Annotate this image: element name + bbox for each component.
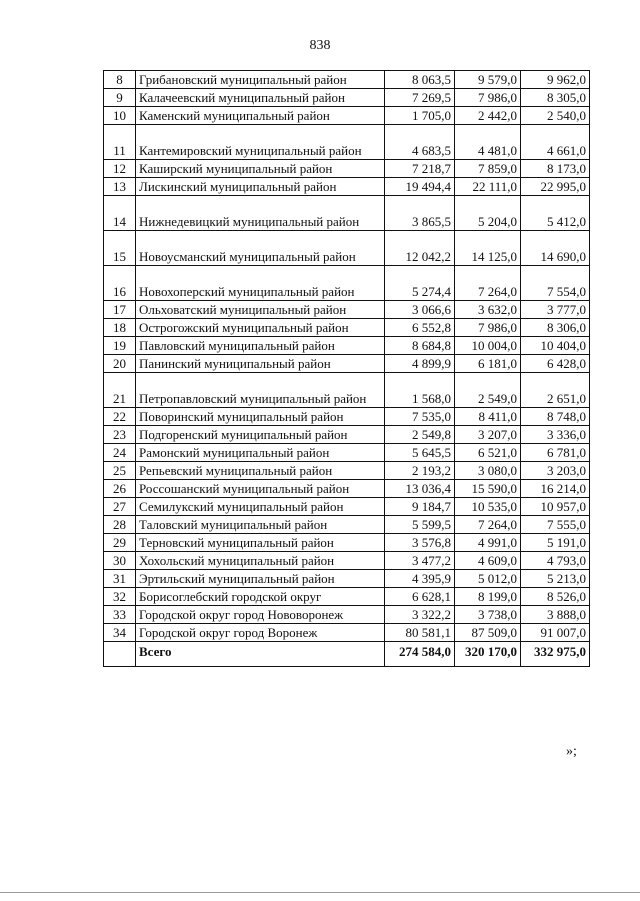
table-row bbox=[104, 444, 590, 462]
row-number: 18 bbox=[104, 319, 136, 337]
row-number: 29 bbox=[104, 534, 136, 552]
table-total-row bbox=[104, 642, 590, 667]
district-name: Хохольский муниципальный район bbox=[136, 552, 385, 570]
value-col-2: 22 111,0 bbox=[455, 178, 521, 196]
value-col-1: 1 705,0 bbox=[385, 107, 455, 125]
value-col-1: 5 599,5 bbox=[385, 516, 455, 534]
row-number: 25 bbox=[104, 462, 136, 480]
value-col-3: 91 007,0 bbox=[521, 624, 590, 642]
row-number: 17 bbox=[104, 301, 136, 319]
value-col-3: 3 203,0 bbox=[521, 462, 590, 480]
value-col-1: 19 494,4 bbox=[385, 178, 455, 196]
value-col-2: 15 590,0 bbox=[455, 480, 521, 498]
value-col-3: 2 651,0 bbox=[521, 373, 590, 408]
page-number: 838 bbox=[309, 38, 331, 53]
district-name: Лискинский муниципальный район bbox=[136, 178, 385, 196]
district-name: Городской округ город Нововоронеж bbox=[136, 606, 385, 624]
row-number: 20 bbox=[104, 355, 136, 373]
value-col-1: 4 899,9 bbox=[385, 355, 455, 373]
value-col-1: 6 628,1 bbox=[385, 588, 455, 606]
row-number: 11 bbox=[104, 125, 136, 160]
value-col-1: 3 322,2 bbox=[385, 606, 455, 624]
table-row bbox=[104, 160, 590, 178]
value-col-3: 14 690,0 bbox=[521, 231, 590, 266]
row-number: 31 bbox=[104, 570, 136, 588]
row-number: 9 bbox=[104, 89, 136, 107]
district-name: Рамонский муниципальный район bbox=[136, 444, 385, 462]
value-col-1: 1 568,0 bbox=[385, 373, 455, 408]
district-name: Репьевский муниципальный район bbox=[136, 462, 385, 480]
value-col-3: 5 412,0 bbox=[521, 196, 590, 231]
budget-table bbox=[103, 70, 590, 667]
value-col-3: 8 306,0 bbox=[521, 319, 590, 337]
value-col-3: 4 793,0 bbox=[521, 552, 590, 570]
value-col-1: 5 274,4 bbox=[385, 266, 455, 301]
table-row bbox=[104, 231, 590, 266]
row-number: 28 bbox=[104, 516, 136, 534]
value-col-3: 2 540,0 bbox=[521, 107, 590, 125]
table-row bbox=[104, 534, 590, 552]
row-number: 10 bbox=[104, 107, 136, 125]
value-col-2: 3 080,0 bbox=[455, 462, 521, 480]
district-name: Ольховатский муниципальный район bbox=[136, 301, 385, 319]
district-name: Семилукский муниципальный район bbox=[136, 498, 385, 516]
row-number: 19 bbox=[104, 337, 136, 355]
row-number: 23 bbox=[104, 426, 136, 444]
table-row bbox=[104, 606, 590, 624]
value-col-1: 4 395,9 bbox=[385, 570, 455, 588]
value-col-2: 4 481,0 bbox=[455, 125, 521, 160]
table-row bbox=[104, 355, 590, 373]
row-number: 14 bbox=[104, 196, 136, 231]
value-col-1: 5 645,5 bbox=[385, 444, 455, 462]
district-name: Острогожский муниципальный район bbox=[136, 319, 385, 337]
district-name: Новоусманский муниципальный район bbox=[136, 231, 385, 266]
value-col-2: 2 549,0 bbox=[455, 373, 521, 408]
row-number: 21 bbox=[104, 373, 136, 408]
value-col-2: 4 609,0 bbox=[455, 552, 521, 570]
value-col-2: 4 991,0 bbox=[455, 534, 521, 552]
row-number: 24 bbox=[104, 444, 136, 462]
value-col-2: 87 509,0 bbox=[455, 624, 521, 642]
value-col-3: 8 526,0 bbox=[521, 588, 590, 606]
value-col-2: 6 181,0 bbox=[455, 355, 521, 373]
district-name: Каширский муниципальный район bbox=[136, 160, 385, 178]
row-number: 22 bbox=[104, 408, 136, 426]
value-col-3: 6 428,0 bbox=[521, 355, 590, 373]
value-col-2: 9 579,0 bbox=[455, 71, 521, 89]
district-name: Терновский муниципальный район bbox=[136, 534, 385, 552]
value-col-1: 80 581,1 bbox=[385, 624, 455, 642]
value-col-3: 3 777,0 bbox=[521, 301, 590, 319]
value-col-3: 22 995,0 bbox=[521, 178, 590, 196]
value-col-3: 5 191,0 bbox=[521, 534, 590, 552]
table-row bbox=[104, 125, 590, 160]
district-name: Россошанский муниципальный район bbox=[136, 480, 385, 498]
row-number: 30 bbox=[104, 552, 136, 570]
value-col-2: 3 738,0 bbox=[455, 606, 521, 624]
value-col-2: 320 170,0 bbox=[455, 642, 521, 667]
table-row bbox=[104, 552, 590, 570]
district-name: Таловский муниципальный район bbox=[136, 516, 385, 534]
bottom-rule bbox=[0, 892, 640, 893]
value-col-1: 9 184,7 bbox=[385, 498, 455, 516]
table-row bbox=[104, 426, 590, 444]
value-col-2: 6 521,0 bbox=[455, 444, 521, 462]
row-number: 27 bbox=[104, 498, 136, 516]
district-name: Панинский муниципальный район bbox=[136, 355, 385, 373]
value-col-3: 5 213,0 bbox=[521, 570, 590, 588]
value-col-2: 7 264,0 bbox=[455, 266, 521, 301]
value-col-1: 13 036,4 bbox=[385, 480, 455, 498]
value-col-2: 10 004,0 bbox=[455, 337, 521, 355]
table-row bbox=[104, 624, 590, 642]
value-col-3: 8 748,0 bbox=[521, 408, 590, 426]
value-col-2: 10 535,0 bbox=[455, 498, 521, 516]
row-number: 12 bbox=[104, 160, 136, 178]
table-row bbox=[104, 498, 590, 516]
value-col-1: 274 584,0 bbox=[385, 642, 455, 667]
value-col-2: 7 264,0 bbox=[455, 516, 521, 534]
value-col-2: 3 207,0 bbox=[455, 426, 521, 444]
district-name: Каменский муниципальный район bbox=[136, 107, 385, 125]
table-row bbox=[104, 89, 590, 107]
value-col-2: 8 199,0 bbox=[455, 588, 521, 606]
table-row bbox=[104, 196, 590, 231]
row-number: 34 bbox=[104, 624, 136, 642]
value-col-2: 7 859,0 bbox=[455, 160, 521, 178]
district-name: Подгоренский муниципальный район bbox=[136, 426, 385, 444]
row-number: 16 bbox=[104, 266, 136, 301]
table-body bbox=[104, 71, 590, 667]
value-col-3: 10 957,0 bbox=[521, 498, 590, 516]
value-col-1: 3 066,6 bbox=[385, 301, 455, 319]
value-col-1: 3 865,5 bbox=[385, 196, 455, 231]
value-col-3: 7 555,0 bbox=[521, 516, 590, 534]
district-name: Грибановский муниципальный район bbox=[136, 71, 385, 89]
row-number: 15 bbox=[104, 231, 136, 266]
row-number: 26 bbox=[104, 480, 136, 498]
value-col-2: 5 012,0 bbox=[455, 570, 521, 588]
value-col-1: 7 218,7 bbox=[385, 160, 455, 178]
table-row bbox=[104, 266, 590, 301]
value-col-3: 332 975,0 bbox=[521, 642, 590, 667]
table-row bbox=[104, 319, 590, 337]
value-col-1: 8 063,5 bbox=[385, 71, 455, 89]
district-name: Павловский муниципальный район bbox=[136, 337, 385, 355]
table-row bbox=[104, 178, 590, 196]
row-number: 33 bbox=[104, 606, 136, 624]
district-name: Борисоглебский городской округ bbox=[136, 588, 385, 606]
value-col-3: 8 305,0 bbox=[521, 89, 590, 107]
value-col-1: 12 042,2 bbox=[385, 231, 455, 266]
table-row bbox=[104, 373, 590, 408]
value-col-3: 4 661,0 bbox=[521, 125, 590, 160]
district-name: Всего bbox=[136, 642, 385, 667]
row-number: 13 bbox=[104, 178, 136, 196]
value-col-1: 3 477,2 bbox=[385, 552, 455, 570]
table-row bbox=[104, 71, 590, 89]
value-col-3: 10 404,0 bbox=[521, 337, 590, 355]
table-row bbox=[104, 408, 590, 426]
table-row bbox=[104, 107, 590, 125]
table-row bbox=[104, 588, 590, 606]
value-col-3: 6 781,0 bbox=[521, 444, 590, 462]
value-col-1: 8 684,8 bbox=[385, 337, 455, 355]
row-number: 8 bbox=[104, 71, 136, 89]
value-col-1: 2 549,8 bbox=[385, 426, 455, 444]
district-name: Новохоперский муниципальный район bbox=[136, 266, 385, 301]
value-col-3: 9 962,0 bbox=[521, 71, 590, 89]
value-col-3: 16 214,0 bbox=[521, 480, 590, 498]
value-col-1: 2 193,2 bbox=[385, 462, 455, 480]
district-name: Петропавловский муниципальный район bbox=[136, 373, 385, 408]
district-name: Кантемировский муниципальный район bbox=[136, 125, 385, 160]
value-col-1: 6 552,8 bbox=[385, 319, 455, 337]
value-col-3: 7 554,0 bbox=[521, 266, 590, 301]
district-name: Городской округ город Воронеж bbox=[136, 624, 385, 642]
value-col-3: 8 173,0 bbox=[521, 160, 590, 178]
row-number: 32 bbox=[104, 588, 136, 606]
district-name: Поворинский муниципальный район bbox=[136, 408, 385, 426]
district-name: Калачеевский муниципальный район bbox=[136, 89, 385, 107]
value-col-1: 3 576,8 bbox=[385, 534, 455, 552]
value-col-3: 3 336,0 bbox=[521, 426, 590, 444]
value-col-2: 2 442,0 bbox=[455, 107, 521, 125]
value-col-2: 14 125,0 bbox=[455, 231, 521, 266]
value-col-1: 4 683,5 bbox=[385, 125, 455, 160]
value-col-2: 7 986,0 bbox=[455, 319, 521, 337]
table-row bbox=[104, 462, 590, 480]
closing-mark: »; bbox=[566, 744, 577, 759]
table-row bbox=[104, 301, 590, 319]
value-col-3: 3 888,0 bbox=[521, 606, 590, 624]
value-col-1: 7 269,5 bbox=[385, 89, 455, 107]
table-row bbox=[104, 570, 590, 588]
district-name: Эртильский муниципальный район bbox=[136, 570, 385, 588]
table-row bbox=[104, 337, 590, 355]
table-row bbox=[104, 480, 590, 498]
value-col-2: 7 986,0 bbox=[455, 89, 521, 107]
row-number bbox=[104, 642, 136, 667]
value-col-2: 5 204,0 bbox=[455, 196, 521, 231]
value-col-2: 3 632,0 bbox=[455, 301, 521, 319]
value-col-2: 8 411,0 bbox=[455, 408, 521, 426]
table-row bbox=[104, 516, 590, 534]
district-name: Нижнедевицкий муниципальный район bbox=[136, 196, 385, 231]
value-col-1: 7 535,0 bbox=[385, 408, 455, 426]
